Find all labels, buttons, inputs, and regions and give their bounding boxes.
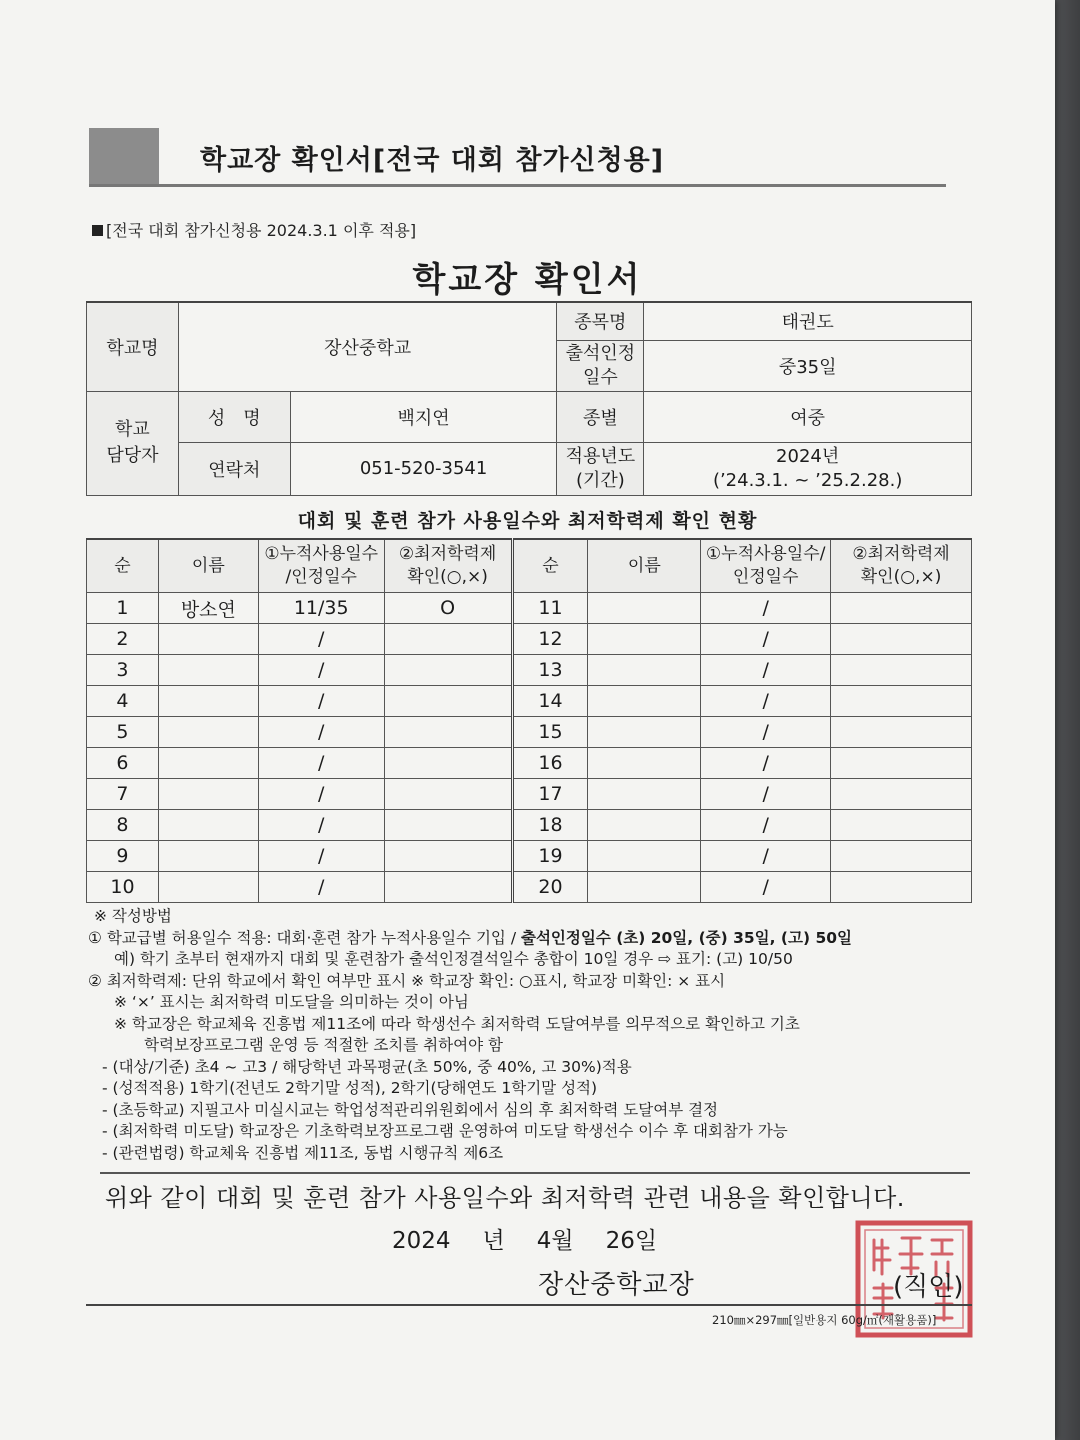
table-row [87, 841, 972, 872]
participation-table [86, 538, 972, 903]
row-name-left [158, 686, 258, 717]
row-no-right: 14 [512, 686, 588, 717]
bottom-rule [86, 1304, 972, 1306]
header-rule [89, 184, 946, 187]
row-name-left [158, 872, 258, 903]
instruction-line-1b: 출석인정일수 (초) 20일, (중) 35일, (고) 50일 [520, 928, 853, 947]
table-row [87, 748, 972, 779]
header-name-right: 이름 [588, 539, 701, 593]
date-month: 4월 [536, 1228, 574, 1254]
info-table [86, 301, 972, 496]
row-days-left: / [258, 655, 384, 686]
row-no-right: 11 [512, 593, 588, 624]
row-name-left [158, 624, 258, 655]
row-days-right: / [701, 593, 831, 624]
row-name-left [158, 779, 258, 810]
row-check-left [384, 810, 512, 841]
header-check-line2: 확인(○,×) [407, 567, 488, 587]
header-check-line2: 확인(○,×) [860, 567, 942, 587]
row-check-right [831, 686, 972, 717]
contact-value: 051-520-3541 [290, 442, 557, 495]
row-days-right: / [701, 810, 831, 841]
row-name-right [588, 717, 701, 748]
row-name-right [588, 872, 701, 903]
year-label-line1: 적용년도 [565, 445, 636, 467]
instructions-title: ※ 작성방법 [94, 907, 172, 925]
sport-label: 종목명 [557, 302, 644, 340]
document-title: 학교장 확인서 [412, 260, 643, 300]
row-no-right: 20 [512, 872, 588, 903]
instruction-line-4: ※ ‘×’ 표시는 최저학력 미도달을 의미하는 것이 아님 [114, 993, 469, 1011]
header-no-right: 순 [512, 539, 588, 593]
row-no-left: 10 [87, 872, 159, 903]
year-label [557, 442, 644, 495]
subnote [92, 218, 416, 241]
instruction-line-1 [88, 928, 978, 950]
name-label: 성 명 [178, 391, 290, 442]
row-no-left: 4 [87, 686, 159, 717]
instruction-line-3: ② 최저학력제: 단위 학교에서 확인 여부만 표시 ※ 학교장 확인: ○표시, 학교장 미확인: × 표시 [88, 971, 726, 990]
row-no-left: 7 [87, 779, 159, 810]
row-days-right: / [701, 841, 831, 872]
row-no-left: 6 [87, 748, 159, 779]
divider-rule [100, 1172, 970, 1174]
principal-name: 장산중학교장 [538, 1270, 695, 1300]
row-days-right: / [701, 872, 831, 903]
row-check-right [831, 841, 972, 872]
row-name-right [588, 810, 701, 841]
header-days-line1: ①누적사용일수 [705, 544, 820, 564]
manager-label-line1: 학교 [115, 419, 150, 440]
row-days-right: / [701, 717, 831, 748]
header-gray-block [89, 128, 159, 184]
row-name-left [158, 748, 258, 779]
row-no-right: 15 [512, 717, 588, 748]
row-days-right: / [701, 748, 831, 779]
table-row [87, 872, 972, 903]
row-name-left: 방소연 [158, 593, 258, 624]
table-row [87, 717, 972, 748]
instruction-line-10: - (최저학력 미도달) 학교장은 기초학력보장프로그램 운영하여 미도달 학생선수 이수 후 대회참가 가능 [102, 1122, 788, 1140]
school-label: 학교명 [87, 302, 179, 391]
instruction-line-5: ※ 학교장은 학교체육 진흥법 제11조에 따라 학생선수 최저학력 도달여부를 의무적으로 확인하고 기초 [114, 1014, 800, 1033]
row-check-left [384, 686, 512, 717]
row-days-left: / [258, 779, 384, 810]
row-name-right [588, 748, 701, 779]
row-no-right: 16 [512, 748, 588, 779]
row-no-left: 1 [87, 593, 159, 624]
subnote-text: [전국 대회 참가신청용 2024.3.1 이후 적용] [106, 221, 417, 240]
instruction-line-11: - (관련법령) 학교체육 진흥법 제11조, 동법 시행규칙 제6조 [102, 1143, 504, 1162]
header-days-line1: ①누적사용일수 [264, 544, 379, 564]
row-days-left: / [258, 624, 384, 655]
row-no-left: 8 [87, 810, 159, 841]
row-name-right [588, 841, 701, 872]
row-days-right: / [701, 655, 831, 686]
year-value [644, 442, 972, 495]
row-days-left: / [258, 717, 384, 748]
date-year-unit: 년 [482, 1228, 505, 1254]
header-name-left: 이름 [158, 539, 258, 593]
table-row [87, 624, 972, 655]
header-days-line2: /인정일수 [285, 567, 357, 587]
row-check-left [384, 655, 512, 686]
header-days-right [701, 539, 831, 593]
instructions [88, 906, 978, 1164]
row-check-right [831, 779, 972, 810]
table-body [87, 593, 972, 903]
manager-label-line2: 담당자 [106, 445, 159, 466]
table-header-row [87, 539, 972, 593]
row-no-right: 12 [512, 624, 588, 655]
instruction-line-8: - (성적적용) 1학기(전년도 2학기말 성적), 2학기(당해연도 1학기말 성적) [102, 1079, 598, 1097]
paper-spec: 210㎜×297㎜[일반용지 60g/㎡(재활용품)] [712, 1313, 937, 1327]
header-check-line1: ②최저학력제 [398, 544, 497, 564]
header-title: 학교장 확인서[전국 대회 참가신청용] [200, 145, 665, 176]
seal-label: (직인) [893, 1272, 964, 1302]
sport-value: 태권도 [644, 302, 972, 340]
row-check-right [831, 748, 972, 779]
row-check-left: O [384, 593, 512, 624]
school-value: 장산중학교 [178, 302, 557, 391]
header-no-left: 순 [87, 539, 159, 593]
date-year: 2024 [392, 1228, 451, 1254]
row-name-right [588, 593, 701, 624]
manager-label [87, 391, 179, 495]
table-row [87, 810, 972, 841]
attendance-value: 중35일 [644, 340, 972, 391]
header-days-line2: 인정일수 [732, 567, 799, 587]
instruction-line-7: - (대상/기준) 초4 ~ 고3 / 해당학년 과목평균(초 50%, 중 40%, 고 30%)적용 [102, 1057, 632, 1076]
instruction-line-1a: ① 학교급별 허용일수 적용: 대회·훈련 참가 누적사용일수 기입 / [88, 928, 521, 947]
row-check-left [384, 872, 512, 903]
row-days-left: / [258, 810, 384, 841]
row-days-right: / [701, 779, 831, 810]
instruction-line-9: - (초등학교) 지필고사 미실시교는 학업성적관리위원회에서 심의 후 최저학력 도달여부 결정 [102, 1100, 719, 1119]
row-name-right [588, 686, 701, 717]
date-day: 26일 [605, 1228, 658, 1254]
category-label: 종별 [557, 391, 644, 442]
row-days-left: / [258, 748, 384, 779]
row-check-right [831, 593, 972, 624]
row-check-left [384, 748, 512, 779]
square-bullet-icon [92, 225, 103, 236]
header-check-line1: ②최저학력제 [852, 544, 950, 564]
row-no-left: 2 [87, 624, 159, 655]
row-name-left [158, 810, 258, 841]
row-check-right [831, 655, 972, 686]
table-row [87, 686, 972, 717]
row-days-left: / [258, 841, 384, 872]
year-value-line1: 2024년 [776, 445, 840, 467]
confirmation-text: 위와 같이 대회 및 훈련 참가 사용일수와 최저학력 관련 내용을 확인합니다. [105, 1184, 905, 1212]
header-check-right [831, 539, 972, 593]
issue-date [392, 1222, 657, 1255]
row-check-left [384, 624, 512, 655]
attendance-label-line1: 출석인정 [565, 342, 636, 364]
row-check-left [384, 841, 512, 872]
table-row [87, 655, 972, 686]
row-no-left: 9 [87, 841, 159, 872]
instruction-line-6: 학력보장프로그램 운영 등 적절한 조치를 취하여야 함 [144, 1036, 503, 1054]
header-days-left [258, 539, 384, 593]
row-no-right: 18 [512, 810, 588, 841]
row-name-right [588, 779, 701, 810]
row-check-right [831, 624, 972, 655]
section-title: 대회 및 훈련 참가 사용일수와 최저학력제 확인 현황 [297, 510, 758, 532]
table-row [87, 779, 972, 810]
header-days-slash: / [819, 544, 826, 564]
row-no-right: 13 [512, 655, 588, 686]
row-name-left [158, 717, 258, 748]
contact-label: 연락처 [178, 442, 290, 495]
row-check-right [831, 717, 972, 748]
header-check-left [384, 539, 512, 593]
row-days-right: / [701, 686, 831, 717]
year-period: (’24.3.1. ~ ’25.2.28.) [712, 469, 903, 491]
row-name-right [588, 655, 701, 686]
attendance-label-line2: 일수 [582, 366, 618, 388]
name-value: 백지연 [290, 391, 557, 442]
row-no-right: 19 [512, 841, 588, 872]
row-name-left [158, 841, 258, 872]
row-check-left [384, 717, 512, 748]
row-no-left: 3 [87, 655, 159, 686]
row-no-left: 5 [87, 717, 159, 748]
instruction-line-2: 예) 학기 초부터 현재까지 대회 및 훈련참가 출석인정결석일수 총합이 10일 경우 ⇨ 표기: (고) 10/50 [114, 950, 793, 968]
row-days-right: / [701, 624, 831, 655]
row-days-left: 11/35 [258, 593, 384, 624]
row-check-right [831, 872, 972, 903]
table-row [87, 593, 972, 624]
attendance-label [557, 340, 644, 391]
category-value: 여중 [644, 391, 972, 442]
row-check-left [384, 779, 512, 810]
row-name-left [158, 655, 258, 686]
row-name-right [588, 624, 701, 655]
year-label-line2: (기간) [575, 469, 625, 491]
row-no-right: 17 [512, 779, 588, 810]
row-check-right [831, 810, 972, 841]
row-days-left: / [258, 872, 384, 903]
row-days-left: / [258, 686, 384, 717]
